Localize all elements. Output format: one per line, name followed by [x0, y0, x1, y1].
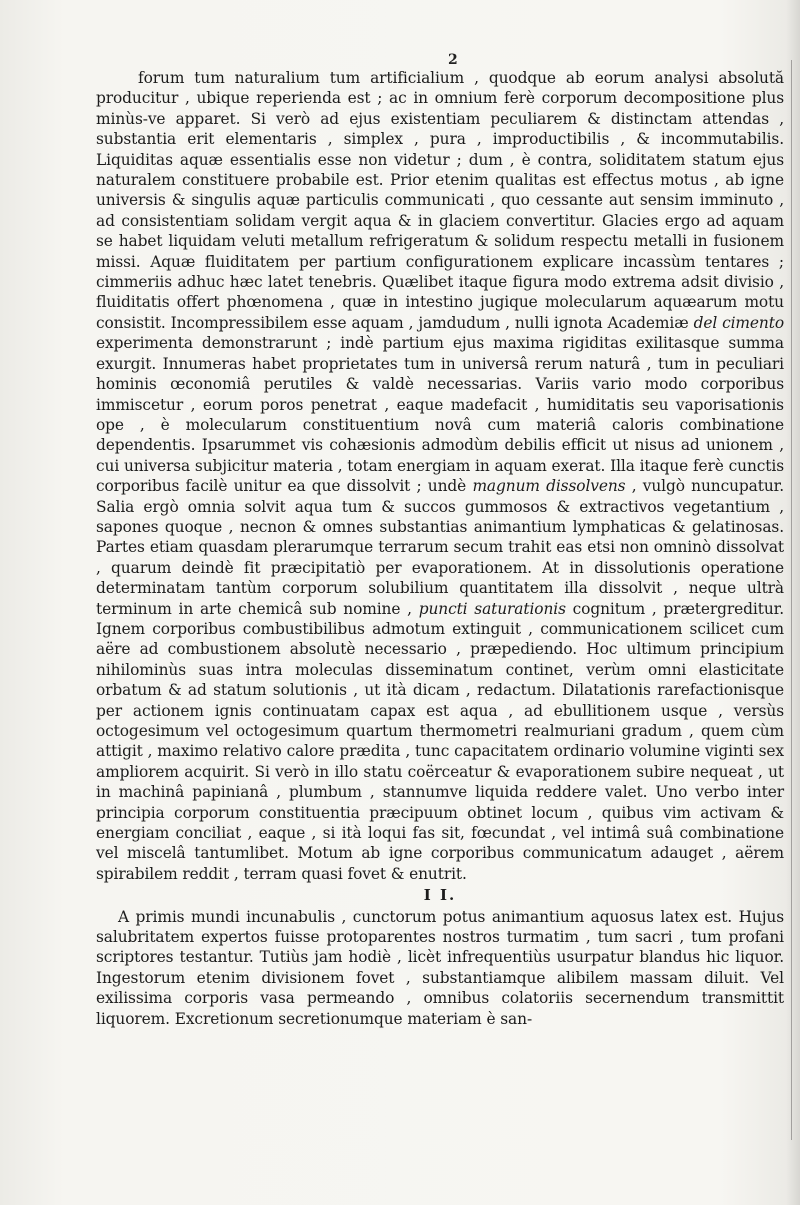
body-text	[96, 68, 784, 1029]
paragraph-text: experimenta demonstrarunt ; indè partium ejus maxima rigiditas exilitasque summa exurgit. Innumeras habet proprietates tum in universâ rerum naturâ , tum in peculiari hominis œconomiâ perutiles & valdè necessarias. Variis vario modo corporibus immiscetur , eorum poros penetrat , eaque madefacit , humiditatis seu vaporisationis ope , è molecularum constituentium novâ cum materiâ caloris combinatione dependentis. Ipsarummet vis cohæsionis admodùm debilis efficit ut nisus ad unionem , cui universa subjicitur materia , totam energiam in aquam exerat. Illa itaque ferè cunctis corporibus facilè unitur ea que dissolvit ; undè	[96, 334, 784, 496]
paragraph-text: , vulgò nuncupatur. Salia ergò omnia solvit aqua tum & succos gummosos & extractivos vegetantium , sapones quoque , necnon & omnes substantias animantium lymphaticas & gelatinosas. Partes etiam quasdam plerarumque terrarum secum trahit eas etsi non omninò dissolvat , quarum deindè fit præcipitatiò per evaporationem. At in dissolutionis operatione determinatam tantùm corporum solubilium quantitatem illa dissolvit , neque ultrà terminum in arte chemicâ sub nomine ,	[96, 477, 785, 618]
italic-term: magnum dissolvens	[472, 477, 626, 496]
paragraph-text: A primis mundi incunabulis , cunctorum potus animantium aquosus latex est. Hujus salubritatem expertos fuisse protoparentes nostros turmatim , tum sacri , tum profani scriptores testantur. Tutiùs jam hodiè , licèt infrequentiùs usurpatur blandus hic liquor. Ingestorum etenim divisionem fovet , substantiamque alibilem massam diluit. Vel exilissima corporis vasa permeando , omnibus colatoriis secernendum transmittit liquorem. Excretionum secretionumque materiam è san-	[96, 907, 784, 1028]
paragraph	[96, 907, 784, 1029]
page-number: 2	[448, 52, 458, 68]
italic-term: del cimento	[693, 313, 784, 332]
paragraph-text: cognitum , prætergreditur. Ignem corporibus combustibilibus admotum extinguit , communicationem scilicet cum aëre ad combustionem absolutè necessario , præpediendo. Hoc ultimum principium nihilominùs suas intra moleculas disseminatum continet, verùm omni elasticitate orbatum & ad statum solutionis , ut ità dicam , redactum. Dilatationis rarefactionisque per actionem ignis continuatam capax est aqua , ad ebullitionem usque , versùs octogesimum vel octogesimum quartum thermometri realmuriani gradum , quem cùm attigit , maximo relativo calore prædita , tunc capacitatem ordinario volumine viginti sex ampliorem acquirit. Si verò in illo statu coërceatur & evaporationem subire nequeat , ut in machinâ papinianâ , plumbum , stannumve liquida reddere valet. Uno verbo inter principia corporum constituentia præcipuum obtinet locum , quibus vim activam & energiam conciliat , eaque , si ità loqui fas sit, fœcundat , vel intimâ suâ combinatione vel miscelâ tantumlibet. Motum ab igne corporibus communicatum adauget , aërem spirabilem reddit , terram quasi fovet & enutrit.	[96, 599, 785, 883]
paragraph	[96, 68, 784, 884]
page-edge-shadow	[786, 0, 800, 1205]
italic-term: puncti saturationis	[418, 599, 566, 618]
paragraph-text: forum tum naturalium tum artificialium , quodque ab eorum analysi absolută producitur , ubique reperienda est ; ac in omnium ferè corporum decompositione plus minùs-ve apparet. Si verò ad ejus existentiam peculiarem & distinctam attendas , substantia erit elementaris , simplex , pura , improductibilis , & incommutabilis. Liquiditas aquæ essentialis esse non videtur ; dum , è contra, soliditatem statum ejus naturalem constituere probabile est. Prior etenim qualitas est effectus motus , ab igne universis & singulis aquæ particulis communicati , quo cessante aut sensim imminuto , ad consistentiam solidam vergit aqua & in glaciem convertitur. Glacies ergo ad aquam se habet liquidam veluti metallum refrigeratum & solidum respectu metalli in fusionem missi. Aquæ fluiditatem per partium configurationem explicare incassùm tentares ; cimmeriis adhuc hæc latet tenebris. Quælibet itaque figura modo extrema adsit divisio , fluiditatis offert phœnomena , quæ in intestino jugique molecularum aquæarum motu consistit. Incompressibilem esse aquam , jamdudum , nulli ignota Academiæ	[96, 69, 784, 332]
section-heading: I I.	[423, 886, 457, 905]
